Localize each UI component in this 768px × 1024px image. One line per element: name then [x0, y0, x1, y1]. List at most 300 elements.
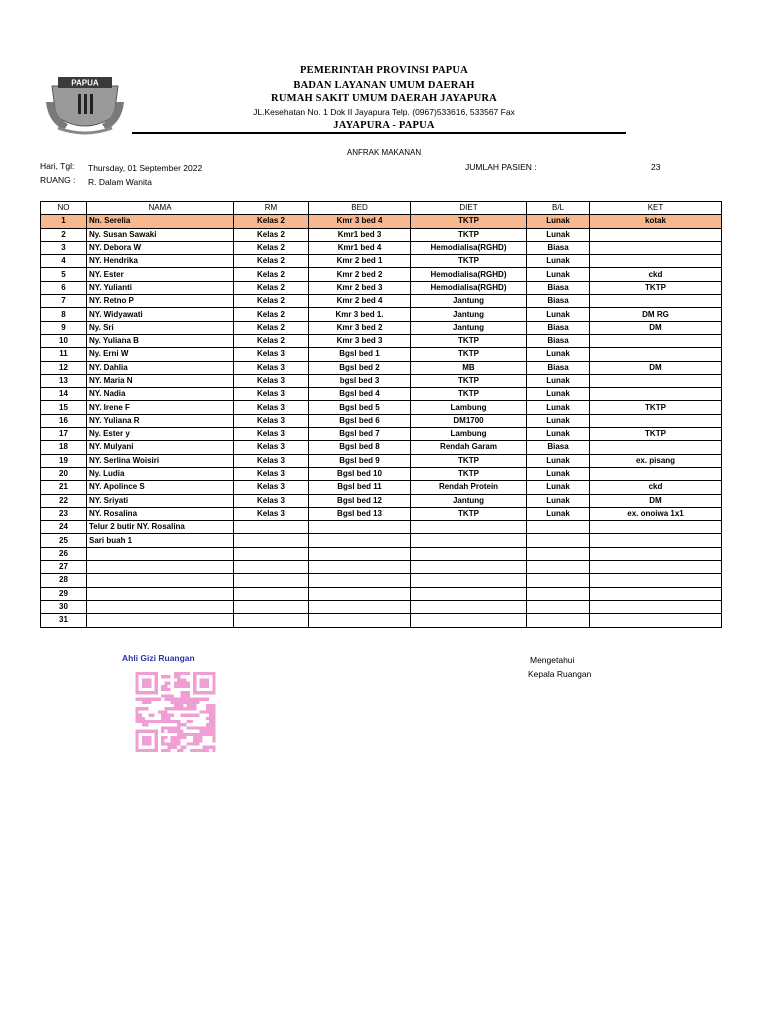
- cell-nama: Telur 2 butir NY. Rosalina: [87, 521, 234, 534]
- qr-module: [164, 682, 167, 685]
- cell-ket: kotak: [590, 215, 722, 228]
- qr-module: [164, 685, 167, 688]
- cell-ket: DM: [590, 321, 722, 334]
- qr-module: [190, 733, 193, 736]
- table-row: [41, 547, 722, 560]
- table-row: [41, 561, 722, 574]
- cell-nama: NY. Mulyani: [87, 441, 234, 454]
- table-row: [41, 467, 722, 480]
- qr-module: [190, 726, 193, 729]
- cell-ket: [590, 534, 722, 547]
- qr-module: [180, 704, 183, 707]
- qr-module: [200, 678, 210, 688]
- cell-no: 4: [41, 255, 87, 268]
- qr-module: [187, 685, 190, 688]
- cell-bl: Biasa: [527, 321, 590, 334]
- qr-module: [200, 736, 203, 739]
- qr-module: [180, 685, 183, 688]
- qr-module: [161, 685, 164, 688]
- cell-bl: Lunak: [527, 428, 590, 441]
- table-row: [41, 507, 722, 520]
- table-row: [41, 441, 722, 454]
- cell-ket: [590, 295, 722, 308]
- qr-module: [180, 678, 183, 681]
- cell-nama: NY. Widyawati: [87, 308, 234, 321]
- cell-no: 23: [41, 507, 87, 520]
- cell-diet: [411, 574, 527, 587]
- cell-no: 15: [41, 401, 87, 414]
- qr-module: [177, 739, 180, 742]
- qr-module: [184, 678, 187, 681]
- qr-module: [193, 704, 196, 707]
- cell-ket: [590, 614, 722, 627]
- table-row: [41, 494, 722, 507]
- cell-rm: Kelas 3: [234, 441, 309, 454]
- qr-module: [177, 698, 180, 701]
- cell-diet: MB: [411, 361, 527, 374]
- cell-bed: Bgsl bed 12: [309, 494, 411, 507]
- qr-module: [180, 749, 183, 752]
- patient-count-label: JUMLAH PASIEN :: [465, 162, 537, 172]
- cell-bl: [527, 521, 590, 534]
- cell-rm: [234, 574, 309, 587]
- qr-module: [148, 698, 151, 701]
- cell-rm: [234, 561, 309, 574]
- qr-module: [209, 714, 212, 717]
- cell-bl: [527, 587, 590, 600]
- cell-bl: Lunak: [527, 308, 590, 321]
- cell-diet: Lambung: [411, 428, 527, 441]
- qr-module: [164, 717, 167, 720]
- table-row: [41, 374, 722, 387]
- cell-nama: Sari buah 1: [87, 534, 234, 547]
- qr-module: [168, 730, 171, 733]
- cell-ket: [590, 561, 722, 574]
- cell-ket: [590, 334, 722, 347]
- cell-bl: [527, 600, 590, 613]
- table-row: [41, 600, 722, 613]
- cell-diet: Jantung: [411, 321, 527, 334]
- qr-module: [200, 726, 203, 729]
- header-line-2: BADAN LAYANAN UMUM DAERAH: [293, 80, 475, 91]
- cell-diet: TKTP: [411, 374, 527, 387]
- qr-module: [206, 704, 209, 707]
- table-row: [41, 414, 722, 427]
- cell-rm: Kelas 2: [234, 268, 309, 281]
- document-title: ANFRAK MAKANAN: [346, 148, 422, 157]
- cell-diet: Hemodialisa(RGHD): [411, 241, 527, 254]
- cell-diet: TKTP: [411, 388, 527, 401]
- qr-module: [212, 704, 215, 707]
- qr-module: [171, 730, 174, 733]
- qr-module: [187, 726, 190, 729]
- cell-nama: NY. Sriyati: [87, 494, 234, 507]
- table-row: [41, 241, 722, 254]
- qr-module: [161, 710, 164, 713]
- cell-nama: NY. Rosalina: [87, 507, 234, 520]
- table-row: [41, 521, 722, 534]
- qr-module: [206, 746, 209, 749]
- cell-no: 27: [41, 561, 87, 574]
- cell-bl: Lunak: [527, 467, 590, 480]
- cell-ket: [590, 255, 722, 268]
- qr-module: [171, 720, 174, 723]
- qr-module: [203, 733, 206, 736]
- table-row: [41, 215, 722, 228]
- cell-bl: Lunak: [527, 255, 590, 268]
- qr-module: [203, 710, 206, 713]
- cell-diet: Jantung: [411, 494, 527, 507]
- cell-bed: [309, 600, 411, 613]
- qr-module: [184, 746, 187, 749]
- qr-module: [184, 698, 187, 701]
- qr-module: [168, 688, 171, 691]
- qr-module: [206, 726, 209, 729]
- header-bed: BED: [309, 202, 411, 215]
- cell-nama: NY. Yulianti: [87, 281, 234, 294]
- cell-rm: Kelas 3: [234, 481, 309, 494]
- cell-no: 25: [41, 534, 87, 547]
- cell-bed: Kmr 2 bed 4: [309, 295, 411, 308]
- cell-diet: TKTP: [411, 467, 527, 480]
- cell-ket: [590, 587, 722, 600]
- table-row: [41, 295, 722, 308]
- qr-module: [142, 736, 152, 746]
- qr-module: [164, 707, 167, 710]
- cell-bed: [309, 574, 411, 587]
- qr-module: [152, 720, 155, 723]
- qr-module: [187, 707, 190, 710]
- cell-diet: [411, 561, 527, 574]
- cell-ket: ex. onoiwa 1x1: [590, 507, 722, 520]
- qr-module: [193, 733, 196, 736]
- qr-module: [184, 736, 187, 739]
- cell-no: 29: [41, 587, 87, 600]
- date-label: Hari, Tgl:: [40, 161, 75, 171]
- qr-module: [196, 733, 199, 736]
- qr-module: [164, 736, 167, 739]
- qr-module: [145, 723, 148, 726]
- qr-module: [171, 746, 174, 749]
- cell-bl: Biasa: [527, 441, 590, 454]
- cell-diet: Lambung: [411, 401, 527, 414]
- cell-bed: Bgsl bed 13: [309, 507, 411, 520]
- qr-module: [136, 698, 139, 701]
- qr-module: [155, 720, 158, 723]
- cell-nama: NY. Debora W: [87, 241, 234, 254]
- qr-module: [190, 742, 193, 745]
- qr-module: [161, 675, 164, 678]
- qr-module: [212, 714, 215, 717]
- qr-module: [187, 733, 190, 736]
- logo-text: PAPUA: [71, 78, 99, 88]
- cell-bl: Biasa: [527, 334, 590, 347]
- cell-bl: [527, 614, 590, 627]
- cell-no: 9: [41, 321, 87, 334]
- cell-bl: Lunak: [527, 215, 590, 228]
- cell-bed: Bgsl bed 4: [309, 388, 411, 401]
- qr-module: [174, 704, 177, 707]
- cell-bed: Bgsl bed 11: [309, 481, 411, 494]
- qr-module: [139, 720, 142, 723]
- qr-module: [193, 742, 196, 745]
- qr-module: [136, 710, 139, 713]
- qr-module: [164, 688, 167, 691]
- cell-bed: Kmr1 bed 3: [309, 228, 411, 241]
- table-row: [41, 587, 722, 600]
- cell-rm: Kelas 2: [234, 334, 309, 347]
- qr-module: [177, 704, 180, 707]
- qr-module: [177, 707, 180, 710]
- qr-module: [209, 710, 212, 713]
- cell-no: 3: [41, 241, 87, 254]
- table-row: [41, 321, 722, 334]
- cell-rm: Kelas 2: [234, 241, 309, 254]
- qr-module: [177, 678, 180, 681]
- cell-bl: Lunak: [527, 374, 590, 387]
- cell-rm: Kelas 3: [234, 454, 309, 467]
- qr-module: [171, 707, 174, 710]
- qr-module: [190, 720, 193, 723]
- qr-module: [155, 698, 158, 701]
- cell-rm: Kelas 3: [234, 388, 309, 401]
- qr-module: [212, 707, 215, 710]
- qr-module: [174, 739, 177, 742]
- cell-diet: TKTP: [411, 215, 527, 228]
- cell-no: 28: [41, 574, 87, 587]
- header-line-1: PEMERINTAH PROVINSI PAPUA: [300, 65, 468, 76]
- cell-nama: [87, 614, 234, 627]
- qr-module: [136, 717, 139, 720]
- qr-module: [187, 691, 190, 694]
- qr-module: [171, 736, 174, 739]
- header-city: JAYAPURA - PAPUA: [333, 120, 435, 131]
- qr-module: [177, 733, 180, 736]
- qr-module: [200, 733, 203, 736]
- cell-nama: NY. Hendrika: [87, 255, 234, 268]
- cell-ket: [590, 600, 722, 613]
- cell-nama: Ny. Ludia: [87, 467, 234, 480]
- cell-nama: NY. Nadia: [87, 388, 234, 401]
- qr-module: [168, 717, 171, 720]
- qr-module: [206, 710, 209, 713]
- table-header-row: [41, 202, 722, 215]
- qr-module: [193, 707, 196, 710]
- cell-no: 7: [41, 295, 87, 308]
- qr-module: [212, 736, 215, 739]
- cell-bed: [309, 561, 411, 574]
- cell-rm: Kelas 3: [234, 494, 309, 507]
- cell-bl: Lunak: [527, 507, 590, 520]
- qr-module: [212, 710, 215, 713]
- qr-module: [177, 726, 180, 729]
- cell-bl: Biasa: [527, 295, 590, 308]
- cell-no: 6: [41, 281, 87, 294]
- qr-module: [193, 736, 196, 739]
- cell-bl: Lunak: [527, 348, 590, 361]
- qr-module: [148, 720, 151, 723]
- header-nama: NAMA: [87, 202, 234, 215]
- qr-module: [171, 698, 174, 701]
- cell-nama: NY. Dahlia: [87, 361, 234, 374]
- qr-module: [168, 720, 171, 723]
- cell-nama: NY. Maria N: [87, 374, 234, 387]
- header-ket: KET: [590, 202, 722, 215]
- cell-ket: [590, 441, 722, 454]
- qr-module: [190, 749, 193, 752]
- qr-module: [187, 720, 190, 723]
- cell-no: 30: [41, 600, 87, 613]
- qr-module: [180, 714, 183, 717]
- cell-nama: NY. Serlina Woisiri: [87, 454, 234, 467]
- cell-nama: Nn. Serelia: [87, 215, 234, 228]
- qr-module: [136, 707, 139, 710]
- cell-nama: NY. Yuliana R: [87, 414, 234, 427]
- qr-module: [158, 720, 161, 723]
- qr-module: [177, 736, 180, 739]
- qr-module: [212, 733, 215, 736]
- table-row: [41, 348, 722, 361]
- qr-module: [180, 672, 183, 675]
- qr-module: [177, 685, 180, 688]
- cell-no: 21: [41, 481, 87, 494]
- qr-module: [168, 698, 171, 701]
- cell-bed: Bgsl bed 8: [309, 441, 411, 454]
- cell-bed: Kmr 2 bed 3: [309, 281, 411, 294]
- cell-bed: Bgsl bed 1: [309, 348, 411, 361]
- qr-module: [187, 714, 190, 717]
- qr-module: [164, 698, 167, 701]
- cell-rm: [234, 600, 309, 613]
- cell-ket: [590, 467, 722, 480]
- qr-module: [174, 675, 177, 678]
- cell-diet: [411, 534, 527, 547]
- qr-code-icon: [134, 672, 217, 752]
- qr-module: [145, 707, 148, 710]
- qr-module: [171, 726, 174, 729]
- qr-module: [209, 704, 212, 707]
- qr-module: [136, 720, 139, 723]
- cell-nama: Ny. Susan Sawaki: [87, 228, 234, 241]
- cell-nama: Ny. Yuliana B: [87, 334, 234, 347]
- qr-module: [203, 746, 206, 749]
- cell-diet: [411, 614, 527, 627]
- qr-module: [171, 714, 174, 717]
- cell-rm: Kelas 3: [234, 401, 309, 414]
- cell-diet: [411, 547, 527, 560]
- cell-diet: Jantung: [411, 295, 527, 308]
- qr-module: [190, 701, 193, 704]
- table-row: [41, 481, 722, 494]
- qr-module: [168, 675, 171, 678]
- cell-rm: Kelas 3: [234, 467, 309, 480]
- qr-module: [177, 723, 180, 726]
- qr-module: [145, 698, 148, 701]
- qr-module: [174, 701, 177, 704]
- cell-no: 11: [41, 348, 87, 361]
- qr-module: [184, 733, 187, 736]
- qr-module: [142, 698, 145, 701]
- cell-diet: TKTP: [411, 507, 527, 520]
- qr-module: [168, 746, 171, 749]
- header-line-3: RUMAH SAKIT UMUM DAERAH JAYAPURA: [271, 93, 497, 104]
- cell-rm: [234, 521, 309, 534]
- qr-module: [161, 730, 164, 733]
- qr-module: [139, 707, 142, 710]
- qr-module: [174, 746, 177, 749]
- qr-module: [206, 723, 209, 726]
- cell-rm: [234, 547, 309, 560]
- qr-module: [152, 714, 155, 717]
- cell-diet: [411, 600, 527, 613]
- cell-bed: [309, 587, 411, 600]
- room-value: R. Dalam Wanita: [88, 177, 152, 187]
- qr-module: [203, 730, 206, 733]
- cell-bl: [527, 561, 590, 574]
- cell-nama: Ny. Erni W: [87, 348, 234, 361]
- cell-bl: Biasa: [527, 361, 590, 374]
- qr-module: [168, 682, 171, 685]
- qr-module: [200, 730, 203, 733]
- cell-bl: Lunak: [527, 268, 590, 281]
- cell-bl: Lunak: [527, 481, 590, 494]
- cell-rm: [234, 614, 309, 627]
- qr-module: [209, 720, 212, 723]
- qr-module: [187, 742, 190, 745]
- qr-module: [184, 682, 187, 685]
- header-rm: RM: [234, 202, 309, 215]
- qr-module: [196, 726, 199, 729]
- qr-module: [187, 698, 190, 701]
- cell-diet: Jantung: [411, 308, 527, 321]
- qr-module: [184, 685, 187, 688]
- cell-bl: Lunak: [527, 228, 590, 241]
- qr-module: [187, 672, 190, 675]
- cell-no: 17: [41, 428, 87, 441]
- qr-module: [148, 714, 151, 717]
- cell-diet: Hemodialisa(RGHD): [411, 281, 527, 294]
- qr-module: [209, 717, 212, 720]
- qr-module: [177, 742, 180, 745]
- cell-no: 26: [41, 547, 87, 560]
- cell-nama: [87, 600, 234, 613]
- table-row: [41, 614, 722, 627]
- qr-module: [142, 717, 145, 720]
- cell-nama: [87, 574, 234, 587]
- nutritionist-label: Ahli Gizi Ruangan: [122, 653, 195, 663]
- header-diet: DIET: [411, 202, 527, 215]
- cell-ket: TKTP: [590, 281, 722, 294]
- qr-module: [171, 701, 174, 704]
- qr-module: [161, 726, 164, 729]
- qr-module: [177, 749, 180, 752]
- table-row: [41, 428, 722, 441]
- cell-bed: Kmr 3 bed 1.: [309, 308, 411, 321]
- qr-module: [142, 723, 145, 726]
- cell-rm: [234, 587, 309, 600]
- qr-module: [184, 694, 187, 697]
- cell-ket: [590, 241, 722, 254]
- qr-module: [148, 701, 151, 704]
- table-row: [41, 334, 722, 347]
- qr-module: [209, 733, 212, 736]
- cell-bed: Bgsl bed 6: [309, 414, 411, 427]
- qr-module: [168, 749, 171, 752]
- qr-module: [187, 701, 190, 704]
- cell-no: 12: [41, 361, 87, 374]
- qr-module: [177, 730, 180, 733]
- header-rule: [132, 132, 626, 134]
